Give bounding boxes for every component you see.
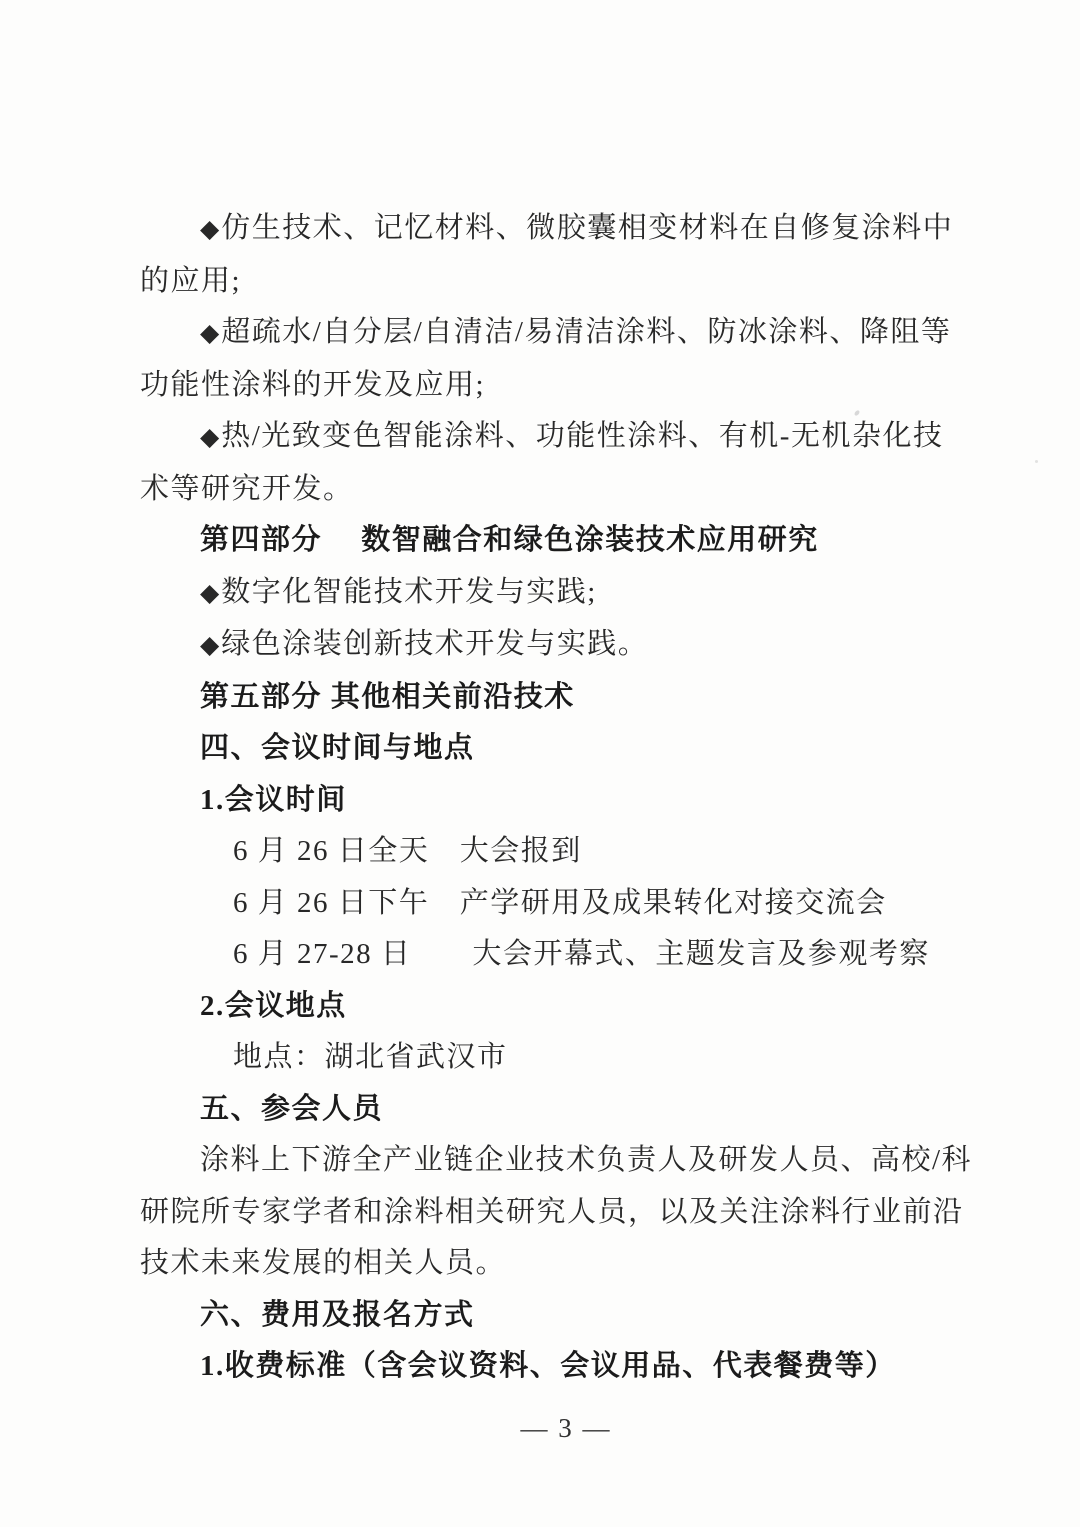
bullet-item-line bbox=[140, 567, 950, 620]
document-body bbox=[140, 203, 973, 1393]
diamond-bullet-icon: ◆ bbox=[200, 424, 222, 451]
line-text: 6 月 27-28 日 大会开幕式、主题发言及参观考察 bbox=[233, 938, 930, 970]
section-heading-part4 bbox=[140, 515, 950, 567]
section-heading-6-fees bbox=[140, 1290, 950, 1342]
line-text: 第五部分 其他相关前沿技术 bbox=[200, 680, 575, 713]
line-text: 六、费用及报名方式 bbox=[200, 1298, 475, 1331]
schedule-line-jun26-allday bbox=[140, 826, 950, 878]
section-heading-part5 bbox=[140, 672, 950, 724]
place-line bbox=[140, 1032, 950, 1084]
line-text: 五、参会人员 bbox=[200, 1092, 384, 1125]
body-line bbox=[140, 464, 950, 516]
line-text: 数字化智能技术开发与实践; bbox=[221, 575, 597, 608]
bullet-item-line bbox=[140, 307, 950, 360]
line-text: 6 月 26 日全天 大会报到 bbox=[233, 835, 582, 867]
schedule-line-jun26-pm bbox=[140, 878, 950, 930]
page-number: — 3 — bbox=[520, 1413, 612, 1443]
line-text: 绿色涂装创新技术开发与实践。 bbox=[221, 628, 649, 660]
line-text: 热/光致变色智能涂料、功能性涂料、有机-无机杂化技 bbox=[221, 420, 944, 452]
line-text: 功能性涂料的开发及应用; bbox=[140, 368, 486, 401]
line-text: 四、会议时间与地点 bbox=[200, 732, 475, 764]
diamond-bullet-icon: ◆ bbox=[200, 216, 222, 243]
section-heading-4-time-place bbox=[140, 723, 950, 775]
line-text: 第四部分 数智融合和绿色涂装技术应用研究 bbox=[200, 524, 819, 556]
line-text: 超疏水/自分层/自清洁/易清洁涂料、防冰涂料、降阻等 bbox=[221, 316, 952, 348]
diamond-bullet-icon: ◆ bbox=[200, 579, 222, 607]
body-line bbox=[140, 256, 950, 308]
line-text: 6 月 26 日下午 产学研用及成果转化对接交流会 bbox=[233, 886, 887, 919]
line-text: 研院所专家学者和涂料相关研究人员，以及关注涂料行业前沿 bbox=[140, 1195, 964, 1228]
body-line bbox=[140, 1135, 973, 1187]
section-heading-5-attendees bbox=[140, 1084, 950, 1136]
line-text: 的应用; bbox=[140, 264, 242, 297]
line-text: 术等研究开发。 bbox=[140, 472, 354, 505]
schedule-line-jun27-28 bbox=[140, 929, 950, 981]
subheading-fee-standard bbox=[140, 1341, 950, 1393]
bullet-item-line bbox=[140, 619, 950, 672]
subheading-meeting-place bbox=[140, 981, 950, 1033]
line-text: 1.收费标准（含会议资料、会议用品、代表餐费等） bbox=[200, 1350, 896, 1382]
diamond-bullet-icon: ◆ bbox=[200, 320, 222, 347]
bullet-item-line bbox=[140, 411, 950, 464]
line-text: 涂料上下游全产业链企业技术负责人及研发人员、高校/科 bbox=[200, 1144, 973, 1176]
bullet-item-line bbox=[140, 203, 954, 256]
line-text: 技术未来发展的相关人员。 bbox=[140, 1247, 507, 1279]
diamond-bullet-icon: ◆ bbox=[200, 632, 222, 659]
line-text: 地点：湖北省武汉市 bbox=[233, 1041, 508, 1073]
subheading-meeting-time bbox=[140, 775, 950, 827]
line-text: 1.会议时间 bbox=[200, 783, 347, 816]
body-line bbox=[140, 1238, 950, 1290]
body-line bbox=[140, 360, 950, 412]
line-text: 2.会议地点 bbox=[200, 989, 347, 1022]
body-line bbox=[140, 1187, 964, 1239]
line-text: 仿生技术、记忆材料、微胶囊相变材料在自修复涂料中 bbox=[221, 212, 954, 244]
scan-speck bbox=[1035, 460, 1038, 463]
